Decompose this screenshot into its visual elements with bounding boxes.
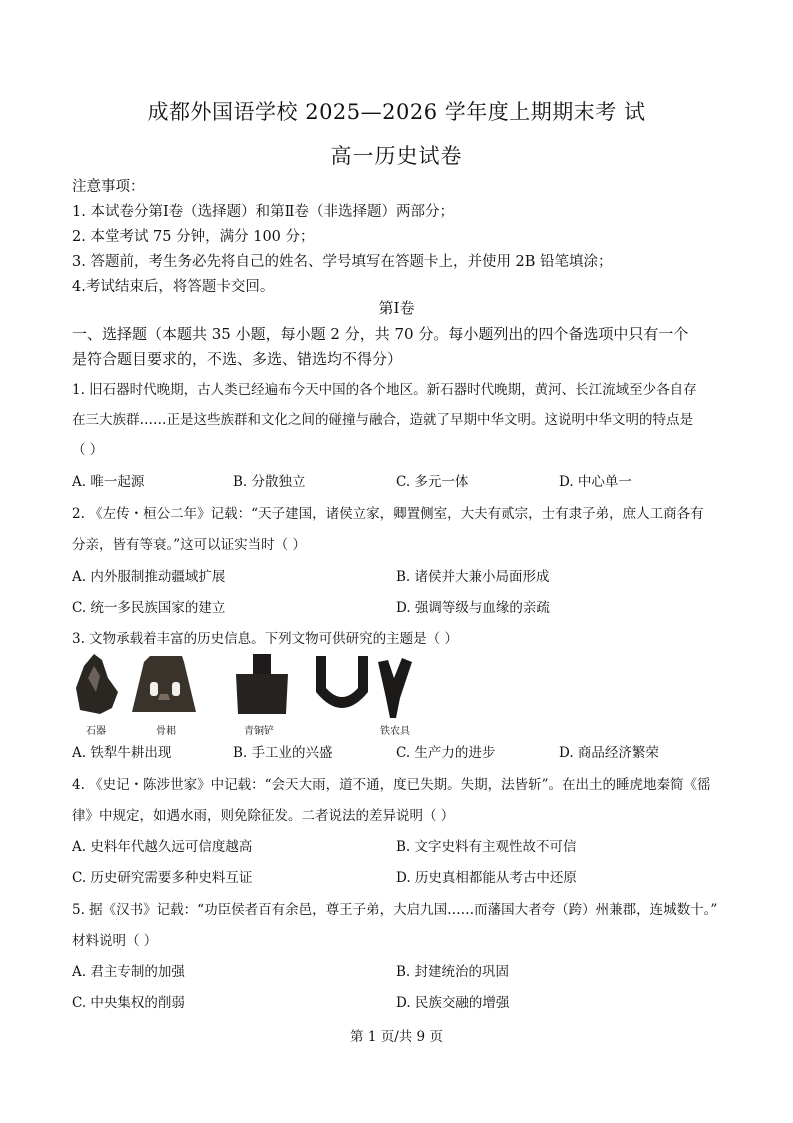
exam-subtitle: 高一历史试卷 [330, 144, 463, 168]
iron-tools-image [316, 656, 412, 718]
stone-tool-image [76, 654, 118, 714]
section-desc: 一、选择题（本题共 35 小题，每小题 2 分，共 70 分。每小题列出的四个备选项中只有一个 [72, 325, 689, 343]
option-d: D. 民族交融的增强 [396, 995, 510, 1011]
option-c: C. 历史研究需要多种史料互证 [72, 870, 253, 886]
option-b: B. 诸侯并大兼小局面形成 [396, 569, 550, 585]
page-footer: 第 1 页/共 9 页 [350, 1029, 443, 1045]
option-a: A. 铁犁牛耕出现 [72, 745, 172, 761]
option-d: D. 历史真相都能从考古中还原 [396, 870, 577, 886]
question-2-line: 2. 《左传・桓公二年》记载：“天子建国，诸侯立家，卿置侧室，大夫有贰宗，士有隶子弟，庶人工商各有 [72, 506, 704, 522]
option-a: A. 内外服制推动疆域扩展 [72, 569, 226, 585]
bone-spade-image [132, 656, 196, 712]
option-b: B. 手工业的兴盛 [233, 745, 333, 761]
option-d: D. 中心单一 [559, 474, 632, 490]
question-2-line: 分亲，皆有等衰。”这可以证实当时（ ） [72, 537, 306, 553]
note-item: 1. 本试卷分第Ⅰ卷（选择题）和第Ⅱ卷（非选择题）两部分； [72, 204, 455, 220]
section-desc: 是符合题目要求的，不选、多选、错选均不得分） [72, 350, 403, 368]
notes-heading: 注意事项： [72, 179, 145, 195]
option-b: B. 文字史料有主观性故不可信 [396, 839, 577, 855]
artifact-images [72, 648, 432, 738]
artifact-label: 青铜铲 [244, 726, 274, 737]
artifact-drawings [72, 648, 432, 720]
question-5-line: 5. 据《汉书》记载：“功臣侯者百有余邑，尊王子弟，大启九国……而藩国大者夸（跨）州兼郡，连城数十。” [72, 902, 718, 918]
option-a: A. 唯一起源 [72, 474, 145, 490]
question-1-line: （ ） [72, 442, 104, 458]
option-c: C. 多元一体 [396, 474, 469, 490]
question-1-line: 1. 旧石器时代晚期，古人类已经遍布今天中国的各个地区。新石器时代晚期，黄河、长江流域至少各自存 [72, 382, 697, 398]
option-a: A. 史料年代越久远可信度越高 [72, 839, 253, 855]
question-3-line: 3. 文物承载着丰富的历史信息。下列文物可供研究的主题是（ ） [72, 631, 458, 647]
exam-title: 成都外国语学校 2025—2026 学年度上期期末考 试 [147, 100, 646, 124]
bronze-shovel-image [236, 654, 288, 714]
option-b: B. 封建统治的巩固 [396, 964, 510, 980]
question-5-line: 材料说明（ ） [72, 933, 158, 949]
option-c: C. 中央集权的削弱 [72, 995, 185, 1011]
question-4-line: 4. 《史记・陈涉世家》中记载：“会天大雨，道不通，度已失期。失期，法皆斩”。在出土的睡虎地秦简《徭 [72, 777, 711, 793]
question-1-line: 在三大族群……正是这些族群和文化之间的碰撞与融合，造就了早期中华文明。这说明中华文明的特点是 [72, 412, 693, 428]
option-b: B. 分散独立 [233, 474, 306, 490]
note-item: 4.考试结束后，将答题卡交回。 [72, 279, 275, 295]
option-a: A. 君主专制的加强 [72, 964, 185, 980]
question-4-line: 律》中规定，如遇水雨，则免除征发。二者说法的差异说明（ ） [72, 808, 455, 824]
option-d: D. 强调等级与血缘的亲疏 [396, 600, 550, 616]
option-c: C. 生产力的进步 [396, 745, 496, 761]
section-title: 第Ⅰ卷 [378, 299, 415, 317]
note-item: 2. 本堂考试 75 分钟，满分 100 分； [72, 229, 315, 245]
option-d: D. 商品经济繁荣 [559, 745, 659, 761]
option-c: C. 统一多民族国家的建立 [72, 600, 226, 616]
artifact-label: 铁农具 [380, 726, 410, 737]
artifact-label: 石器 [86, 726, 106, 737]
note-item: 3. 答题前，考生务必先将自己的姓名、学号填写在答题卡上，并使用 2B 铅笔填涂； [72, 254, 613, 270]
artifact-label: 骨耜 [156, 726, 176, 737]
